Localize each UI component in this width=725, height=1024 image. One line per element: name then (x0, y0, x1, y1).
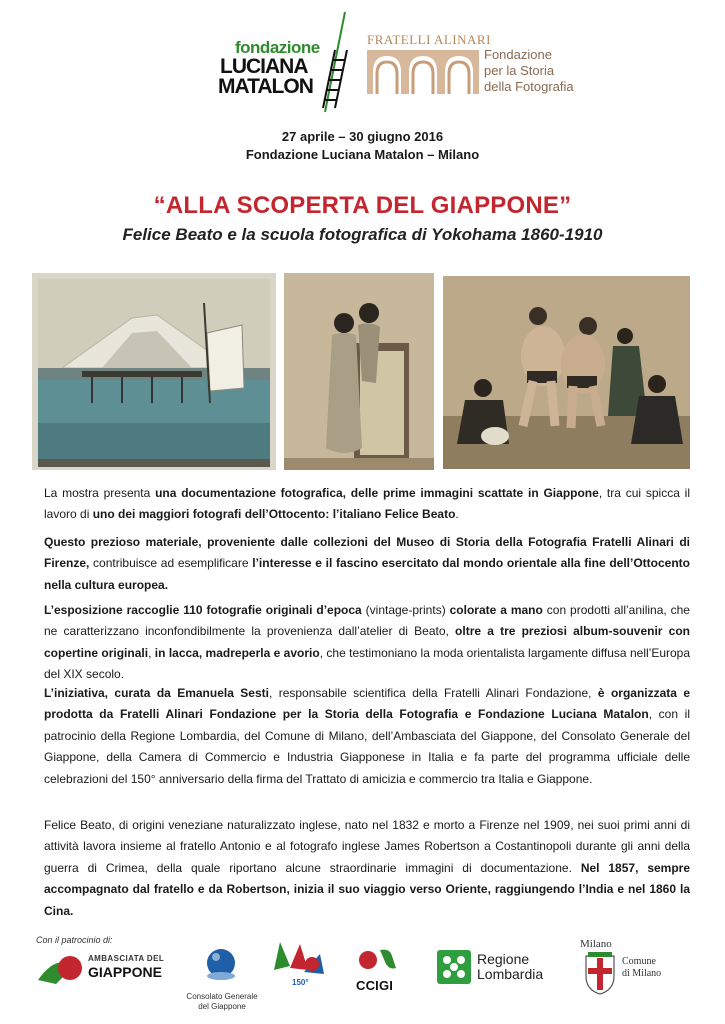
p3-s7: , che testimoniano la moda orientalista largamente diffusa nell’Europa del XIX secolo. (44, 645, 691, 682)
paragraph-2 (44, 532, 690, 596)
p4-s3: , con il patrocinio della Regione Lombardia, del Comune di Milano, dell’Ambasciata del Giappone, del Consolato Generale del Giappone, della Camera di Commercio e Industria Giapponese in Italia e fa parte del programma ufficiale delle celebrazioni del 150° anniversario della firma del Trattato di amicizia e commercio tra Italia e Giappone. (44, 707, 690, 786)
lombardia-logo (437, 950, 547, 986)
paragraph-3 (44, 600, 690, 686)
page-title: “ALLA SCOPERTA DEL GIAPPONE” (153, 192, 572, 219)
p5-s1: Nel 1857, sempre accompagnato dal fratello e da Robertson, inizia il suo viaggio verso Oriente, raggiungendo l’India e nel 1860 la Cina. (44, 860, 691, 918)
consulate-line1: Consolato Generale (186, 992, 258, 1001)
p3-s3: con prodotti all’anilina, che ne caratterizzano inconfondibilmente la provenienza dall’atelier di Beato, (44, 603, 690, 639)
matalon-logo-matalon: MATALON (218, 75, 313, 98)
p3-s5: , (148, 645, 155, 660)
p1-s3: uno dei maggiori fotografi dell’Ottocento: l’italiano Felice Beato (92, 507, 456, 522)
milano-line2: di Milano (622, 968, 662, 979)
matalon-logo-luciana: LUCIANA (220, 55, 308, 78)
p2-s2: l’interesse e il fascino esercitato dal mondo orientale alla fine dell’Ottocento nella cultura europea. (44, 556, 690, 592)
p1-s4: . (455, 507, 459, 522)
p3-s1: (vintage-prints) (361, 603, 450, 617)
matalon-logo (215, 10, 355, 114)
p1-s1: una documentazione fotografica, delle prime immagini scattate in Giappone (155, 486, 599, 500)
p2-s0: Questo prezioso materiale, proveniente dalle collezioni del Museo di Storia della Fotografia Fratelli Alinari di Firenze, (44, 535, 690, 571)
event-venue: Fondazione Luciana Matalon – Milano (245, 147, 480, 162)
matalon-logo-fondazione: fondazione (235, 38, 320, 57)
consulate-line2: del Giappone (198, 1002, 246, 1011)
anniversary-logo (268, 940, 328, 996)
ladder-icon (311, 10, 355, 114)
arches-icon (367, 50, 479, 94)
p3-s2: colorate a mano (449, 603, 543, 617)
alinari-logo-subtitle (484, 47, 574, 95)
milano-line1: Comune (622, 956, 656, 967)
p4-s0: L’iniziativa, curata da Emanuela Sesti (44, 686, 269, 700)
alinari-line3: della Fotografia (484, 79, 574, 94)
consulate-globe-icon (204, 946, 238, 986)
ccigi-text: CCIGI (356, 978, 394, 993)
lombardia-rose-icon (437, 950, 471, 984)
paragraph-4 (44, 683, 690, 790)
p3-s4: oltre a tre preziosi album-souvenir con copertine originali (44, 624, 690, 660)
lombardia-text (477, 952, 543, 982)
p4-s1: , responsabile scientifica della Fratelli Alinari Fondazione, (268, 686, 598, 700)
p1-s2: , tra cui spicca il lavoro di (44, 486, 690, 522)
milano-text (622, 956, 661, 980)
alinari-logo (367, 32, 597, 102)
paragraph-1 (44, 483, 690, 526)
ccigi-logo (356, 946, 402, 994)
embassy-line2: GIAPPONE (88, 964, 162, 980)
embassy-line1: AMBASCIATA DEL (88, 954, 165, 963)
p2-s1: contribuisce ad esemplificare (89, 556, 253, 571)
anniversary-text: 150° (292, 978, 309, 987)
alinari-line2: per la Storia (484, 63, 555, 78)
p1-s0: La mostra presenta (44, 486, 156, 500)
milano-crest-icon (582, 952, 618, 996)
p3-s6: in lacca, madreperla e avorio (154, 645, 320, 660)
consulate-logo (180, 946, 264, 1018)
photo-mount-fuji-bridge (32, 273, 276, 470)
page-subtitle: Felice Beato e la scuola fotografica di Yokohama 1860-1910 (122, 225, 603, 244)
lombardia-line1: Regione (477, 951, 530, 967)
lombardia-line2: Lombardia (477, 966, 544, 982)
alinari-logo-title: FRATELLI ALINARI (367, 32, 491, 47)
alinari-line1: Fondazione (484, 47, 552, 62)
embassy-logo (36, 950, 166, 986)
milano-logo (578, 938, 678, 1000)
milano-top: Milano (580, 938, 612, 950)
photo-sumo-wrestlers (443, 276, 690, 469)
event-info (0, 128, 725, 164)
paragraph-5 (44, 815, 690, 922)
photo-geishas-screen (284, 273, 434, 470)
anniversary-fans-icon (268, 940, 328, 996)
patronage-label: Con il patrocinio di: (36, 935, 113, 945)
p5-s0: Felice Beato, di origini veneziane naturalizzato inglese, nato nel 1832 e morto a Firenze nel 1909, nei suoi primi anni di attività lavora insieme al fratello Antonio e al fotografo inglese James Robertson a Costantinopoli durante gli anni della guerra di Crimea, della quale riportano alcune straordinarie immagini di documentazione. (44, 818, 690, 875)
event-dates: 27 aprile – 30 giugno 2016 (281, 129, 444, 144)
p3-s0: L’esposizione raccoglie 110 fotografie originali d’epoca (44, 603, 362, 617)
consulate-text (180, 992, 264, 1012)
ccigi-map-icon (356, 946, 402, 976)
p4-s2: è organizzata e prodotta da Fratelli Alinari Fondazione per la Storia della Fotografia e Fondazione Luciana Matalon (44, 686, 691, 722)
